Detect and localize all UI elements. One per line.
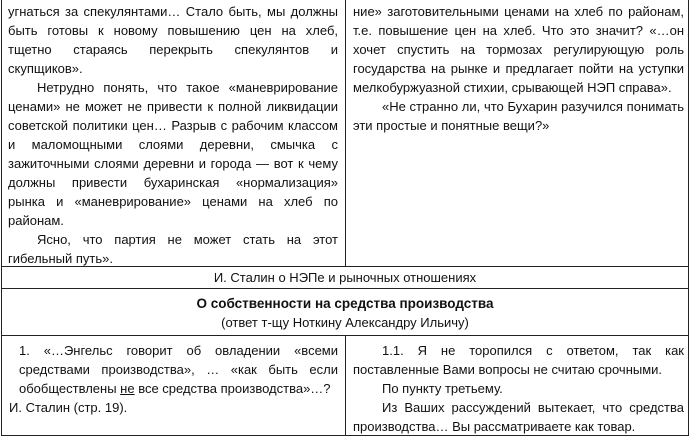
paragraph: По пункту третьему. — [382, 381, 503, 396]
paragraph: угнаться за спекулянтами… Стало быть, мы должны быть готовы к новому повышению цен на хлеб, тщетно стараясь перекрыть спекулянтов и скупщиков». — [8, 4, 338, 76]
citation: И. Сталин (стр. 19). — [9, 400, 128, 415]
paragraph: Ясно, что партия не может стать на этот гибельный путь». — [8, 232, 338, 266]
paragraph: Из Ваших рассуждений вытекает, что средства производства… Вы рассматриваете как товар. — [353, 400, 684, 434]
section-subtitle: (ответ т-щу Ноткину Александру Ильичу) — [221, 315, 469, 330]
left-column-cell — [2, 336, 346, 436]
table-row — [2, 0, 688, 266]
paragraph: Нетрудно понять, что такое «маневрирование ценами» не может не привести к полной ликвидации советской политики цен… Разрыв с рабочим классом и маломощными слоями деревни, смычка с зажиточными слоями деревни и города — вот к чему должны привести бухаринская «нормализация» рынка и «маневрирование» ценами на хлеб по районам. — [8, 80, 338, 228]
table-row — [2, 335, 688, 436]
section-caption: И. Сталин о НЭПе и рыночных отношениях — [213, 270, 477, 285]
paragraph: 1.1. Я не торопился с ответом, так как поставленные Вами вопросы не считаю срочными. — [353, 343, 684, 377]
document-table — [1, 0, 689, 436]
paragraph: «Не странно ли, что Бухарин разучился понимать эти простые и понятные вещи?» — [353, 99, 684, 133]
quote-text: все средства производства»…? — [134, 381, 331, 396]
right-column-cell — [346, 336, 688, 436]
section-title: О собственности на средства производства — [196, 296, 494, 311]
paragraph: ние» заготовительными ценами на хлеб по районам, т.е. повышение цен на хлеб. Что это значит? «…он хочет спустить на тормозах регулирующую роль государства на рынке и предлагает пойти на уступки мелкобуржуазной стихии, срывающей НЭП справа». — [353, 4, 684, 95]
table-row — [2, 266, 688, 288]
right-column-cell — [346, 0, 688, 266]
left-column-cell — [2, 0, 346, 266]
quote-text: 1. «…Энгельс говорит об овладении «всеми средствами производства», … «как быть если обобществлены — [19, 343, 338, 396]
underlined-word: не — [120, 381, 135, 396]
quote-paragraph — [2, 341, 345, 398]
table-row — [2, 288, 688, 335]
